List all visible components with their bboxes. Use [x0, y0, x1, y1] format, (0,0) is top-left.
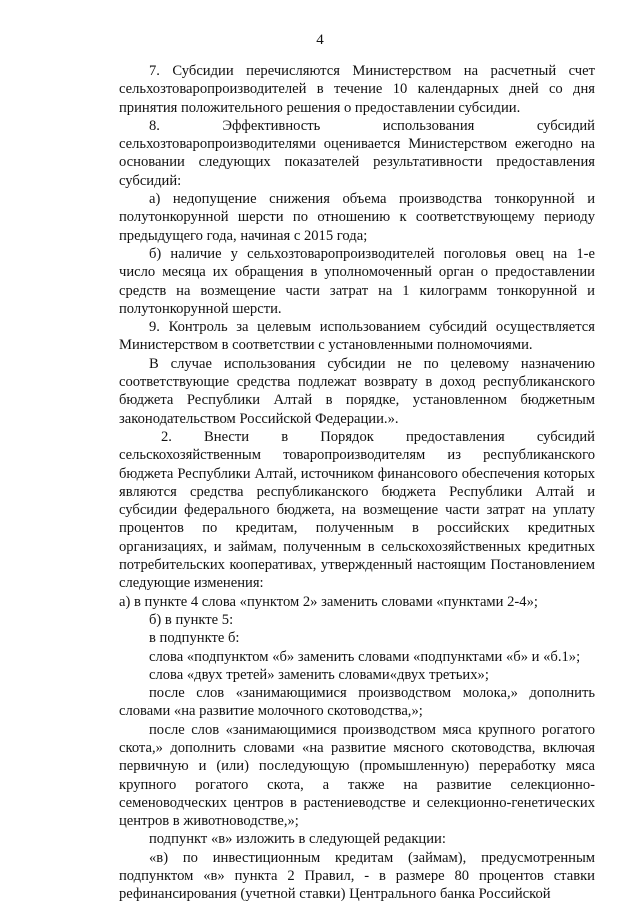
paragraph-8: 8. Эффективность использования субсидий сельхозтоваропроизводителями оценивается Министерством ежегодно на основании следующих показателей результативности предоставления субсидий: [119, 117, 595, 189]
change-line-2: слова «двух третей» заменить словами«двух третьих»; [149, 666, 489, 683]
subitem-v-text: «в) по инвестиционным кредитам (займам), предусмотренным подпунктом «в» пункта 2 Правил, - в размере 80 процентов ставки рефинансирования (учетной ставки) Центрального банка Российской [119, 849, 595, 903]
paragraph-2: 2. Внести в Порядок предоставления субсидий сельскохозяйственным товаропроизводителям из республиканского бюджета Республики Алтай, источником финансового обеспечения которых являются средства республиканского бюджета Республики Алтай и субсидии федерального бюджета, на возмещение части затрат на уплату процентов по кредитам, полученным в российских кредитных организациях, и займам, полученным в сельскохозяйственных кредитных потребительских кооперативах, утвержденный настоящим Постановлением следующие изменения: [119, 428, 595, 592]
paragraph-9: 9. Контроль за целевым использованием субсидий осуществляется Министерством в соответствии с установленными полномочиями. [119, 319, 595, 354]
item-b: б) в пункте 5: [149, 611, 234, 628]
paragraph-7: 7. Субсидии перечисляются Министерством на расчетный счет сельхозтоваропроизводителей в течение 10 календарных дней со дня принятия положительного решения о предоставлении субсидии. [119, 63, 595, 116]
change-line-1: слова «подпунктом «б» заменить словами «подпунктами «б» и «б.1»; [149, 648, 581, 665]
paragraph-8a: а) недопущение снижения объема производства тонкорунной и полутонкорунной шерсти по отношению к соответствующему периоду предыдущего года, начиная с 2015 года; [119, 191, 595, 244]
change-line-3: после слов «занимающимися производством молока,» дополнить словами «на развитие молочного скотоводства,»; [119, 685, 595, 720]
page-number: 4 [316, 32, 324, 48]
change-line-5: подпункт «в» изложить в следующей редакции: [149, 831, 446, 848]
change-line-4: после слов «занимающимися производством мяса крупного рогатого скота,» дополнить словами «на развитие мясного скотоводства, включая первичную и (или) последующую (промышленную) переработку мяса крупного рогатого скота, а также на развитие селекционно-семеноводческих центров в растениеводстве и селекционно-генетических центров в животноводстве,»; [119, 721, 595, 830]
body-text [119, 62, 595, 904]
subitem-b: в подпункте б: [149, 630, 240, 647]
item-a: а) в пункте 4 слова «пунктом 2» заменить словами «пунктами 2-4»; [119, 593, 538, 610]
paragraph-8b: б) наличие у сельхозтоваропроизводителей поголовья овец на 1-е число месяца их обращения в уполномоченный орган о предоставлении средств на возмещение части затрат на 1 килограмм тонкорунной и полутонкорунной шерсти. [119, 245, 595, 317]
paragraph-refund: В случае использования субсидии не по целевому назначению соответствующие средства подлежат возврату в доход республиканского бюджета Республики Алтай в порядке, установленном бюджетным законодательством Российской Федерации.». [119, 355, 595, 427]
